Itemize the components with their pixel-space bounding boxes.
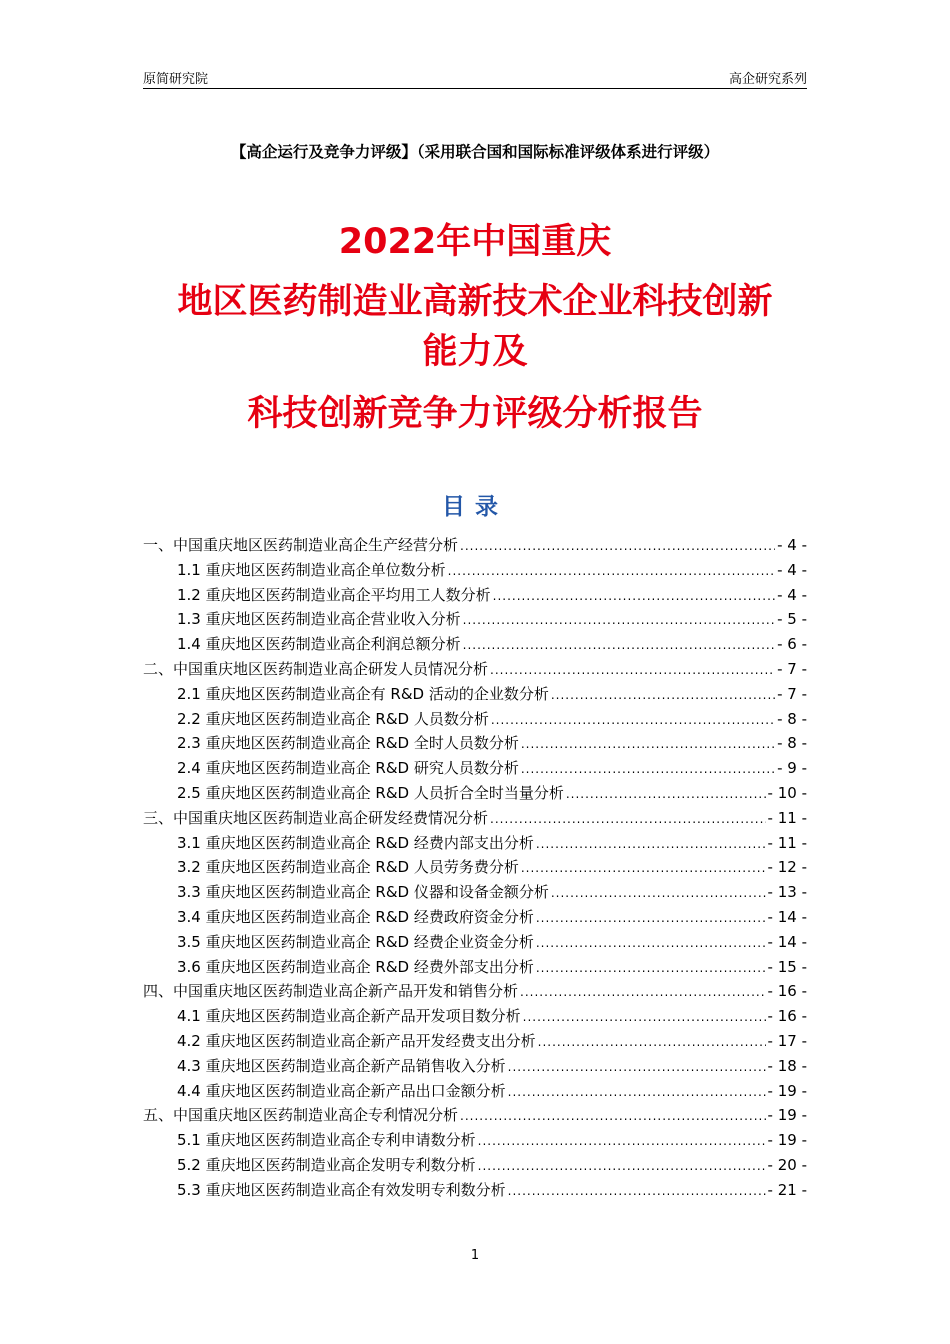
toc-entry-page: - 4 -: [777, 560, 807, 579]
toc-entry-title: 三、中国重庆地区医药制造业高企研发经费情况分析: [143, 808, 489, 827]
toc-entry-title: 2.2 重庆地区医药制造业高企 R&D 人员数分析: [177, 709, 489, 728]
toc-entry-page: - 10 -: [767, 783, 807, 802]
toc-entry-page: - 19 -: [767, 1131, 807, 1150]
toc-entry[interactable]: [143, 856, 807, 881]
toc-entry-page: - 17 -: [767, 1031, 807, 1050]
toc-heading: 目录: [442, 494, 508, 520]
toc-entry-title: 2.5 重庆地区医药制造业高企 R&D 人员折合全时当量分析: [177, 783, 564, 802]
toc-leader-dots: [536, 933, 766, 951]
toc-entry-page: - 16 -: [767, 1007, 807, 1026]
toc-leader-dots: [508, 1082, 766, 1100]
toc-entry-title: 4.3 重庆地区医药制造业高企新产品销售收入分析: [177, 1056, 506, 1075]
toc-entry[interactable]: [143, 1129, 807, 1154]
toc-leader-dots: [521, 858, 766, 876]
toc-entry-title: 5.2 重庆地区医药制造业高企发明专利数分析: [177, 1155, 476, 1174]
toc-leader-dots: [448, 561, 775, 579]
toc-entry-page: - 8 -: [777, 709, 807, 728]
toc-entry-title: 1.1 重庆地区医药制造业高企单位数分析: [177, 560, 446, 579]
toc-entry-title: 1.2 重庆地区医药制造业高企平均用工人数分析: [177, 585, 491, 604]
toc-entry[interactable]: [143, 1104, 807, 1129]
toc-leader-dots: [551, 685, 775, 703]
toc-entry-title: 二、中国重庆地区医药制造业高企研发人员情况分析: [143, 659, 489, 678]
toc-entry[interactable]: [143, 584, 807, 609]
toc-entry-title: 一、中国重庆地区医药制造业高企生产经营分析: [143, 536, 459, 554]
header-org-name: 原简研究院: [143, 72, 209, 87]
toc-entry[interactable]: [143, 1154, 807, 1179]
toc-entry-title: 3.6 重庆地区医药制造业高企 R&D 经费外部支出分析: [177, 957, 534, 976]
toc-leader-dots: [536, 958, 766, 976]
toc-entry-title: 3.5 重庆地区医药制造业高企 R&D 经费企业资金分析: [177, 932, 534, 951]
toc-entry-page: - 8 -: [777, 734, 807, 753]
toc-entry-page: - 7 -: [777, 659, 807, 678]
toc-entry-page: - 16 -: [767, 982, 807, 1001]
toc-entry-title: 四、中国重庆地区医药制造业高企新产品开发和销售分析: [143, 982, 519, 1001]
toc-entry[interactable]: [143, 931, 807, 956]
toc-entry-title: 3.2 重庆地区医药制造业高企 R&D 人员劳务费分析: [177, 858, 519, 877]
toc-entry[interactable]: [143, 683, 807, 708]
toc-leader-dots: [493, 586, 775, 604]
toc-leader-dots: [491, 710, 775, 728]
toc-entry-page: - 9 -: [777, 759, 807, 778]
toc-entry[interactable]: [143, 881, 807, 906]
toc-entry-page: - 19 -: [767, 1081, 807, 1100]
toc-entry-page: - 19 -: [767, 1106, 807, 1125]
toc-entry[interactable]: [143, 956, 807, 981]
toc-entry-title: 5.1 重庆地区医药制造业高企专利申请数分析: [177, 1131, 476, 1150]
toc-entry-page: - 18 -: [767, 1056, 807, 1075]
toc-entry[interactable]: [143, 732, 807, 757]
toc-entry-title: 4.1 重庆地区医药制造业高企新产品开发项目数分析: [177, 1007, 521, 1026]
toc-leader-dots: [523, 1007, 766, 1025]
toc-leader-dots: [478, 1131, 766, 1149]
toc-entry[interactable]: [143, 708, 807, 733]
toc-entry[interactable]: [143, 633, 807, 658]
toc-entry-title: 2.4 重庆地区医药制造业高企 R&D 研究人员数分析: [177, 759, 519, 778]
title-line-2: 地区医药制造业高新技术企业科技创新: [177, 282, 773, 322]
toc-leader-dots: [508, 1057, 766, 1075]
toc-entry[interactable]: [143, 906, 807, 931]
toc-entry-title: 2.1 重庆地区医药制造业高企有 R&D 活动的企业数分析: [177, 684, 549, 703]
toc-leader-dots: [460, 536, 775, 554]
toc-entry[interactable]: [143, 1179, 807, 1204]
toc-entry-page: - 14 -: [767, 932, 807, 951]
toc-entry[interactable]: [143, 1030, 807, 1055]
toc-entry-page: - 6 -: [777, 635, 807, 654]
toc-entry[interactable]: [143, 559, 807, 584]
title-line-4: 科技创新竞争力评级分析报告: [247, 394, 703, 434]
toc-leader-dots: [536, 834, 766, 852]
toc-entry[interactable]: [143, 1005, 807, 1030]
toc-entry-page: - 11 -: [767, 808, 807, 827]
toc-leader-dots: [566, 784, 766, 802]
toc-entry-title: 1.3 重庆地区医药制造业高企营业收入分析: [177, 610, 461, 629]
toc-entry-page: - 4 -: [777, 585, 807, 604]
toc-entry[interactable]: [143, 757, 807, 782]
toc-entry[interactable]: [143, 980, 807, 1005]
header-series-name: 高企研究系列: [728, 72, 807, 87]
toc-entry-page: - 7 -: [777, 684, 807, 703]
toc-entry[interactable]: [143, 658, 807, 683]
toc-entry-title: 五、中国重庆地区医药制造业高企专利情况分析: [143, 1106, 459, 1125]
toc-entry-page: - 21 -: [767, 1180, 807, 1199]
toc-entry[interactable]: [143, 807, 807, 832]
toc-leader-dots: [490, 660, 775, 678]
toc-leader-dots: [536, 908, 766, 926]
report-subtitle: 【高企运行及竞争力评级】（采用联合国和国际标准评级体系进行评级）: [230, 143, 720, 161]
toc-leader-dots: [490, 809, 766, 827]
toc-entry-title: 3.4 重庆地区医药制造业高企 R&D 经费政府资金分析: [177, 907, 534, 926]
toc-entry[interactable]: [143, 1080, 807, 1105]
toc-leader-dots: [551, 883, 766, 901]
title-line-3: 能力及: [422, 332, 528, 372]
toc-entry-title: 2.3 重庆地区医药制造业高企 R&D 全时人员数分析: [177, 734, 519, 753]
toc-leader-dots: [460, 1106, 766, 1124]
toc-entry-title: 4.2 重庆地区医药制造业高企新产品开发经费支出分析: [177, 1031, 536, 1050]
toc-leader-dots: [521, 759, 775, 777]
toc-entry-title: 3.3 重庆地区医药制造业高企 R&D 仪器和设备金额分析: [177, 883, 549, 902]
toc-entry[interactable]: [143, 534, 807, 559]
toc-leader-dots: [463, 610, 775, 628]
toc-entry-page: - 4 -: [777, 536, 807, 554]
toc-entry[interactable]: [143, 1055, 807, 1080]
toc-entry-page: - 15 -: [767, 957, 807, 976]
toc-leader-dots: [538, 1032, 766, 1050]
toc-entry-page: - 14 -: [767, 907, 807, 926]
toc-leader-dots: [463, 635, 775, 653]
toc-entry-title: 5.3 重庆地区医药制造业高企有效发明专利数分析: [177, 1180, 506, 1199]
toc-entry-page: - 12 -: [767, 858, 807, 877]
table-of-contents: [143, 534, 807, 1204]
toc-entry[interactable]: [143, 832, 807, 857]
toc-entry-title: 3.1 重庆地区医药制造业高企 R&D 经费内部支出分析: [177, 833, 534, 852]
toc-entry-title: 1.4 重庆地区医药制造业高企利润总额分析: [177, 635, 461, 654]
page-header: [143, 66, 807, 89]
toc-leader-dots: [478, 1156, 766, 1174]
toc-entry-page: - 11 -: [767, 833, 807, 852]
toc-leader-dots: [508, 1181, 766, 1199]
toc-entry-page: - 5 -: [777, 610, 807, 629]
title-line-1: 2022年中国重庆: [338, 222, 612, 262]
toc-entry[interactable]: [143, 608, 807, 633]
toc-entry-page: - 20 -: [767, 1155, 807, 1174]
toc-entry-title: 4.4 重庆地区医药制造业高企新产品出口金额分析: [177, 1081, 506, 1100]
toc-leader-dots: [520, 982, 766, 1000]
toc-entry-page: - 13 -: [767, 883, 807, 902]
toc-entry[interactable]: [143, 782, 807, 807]
page-number: 1: [470, 1248, 480, 1263]
toc-leader-dots: [521, 734, 775, 752]
